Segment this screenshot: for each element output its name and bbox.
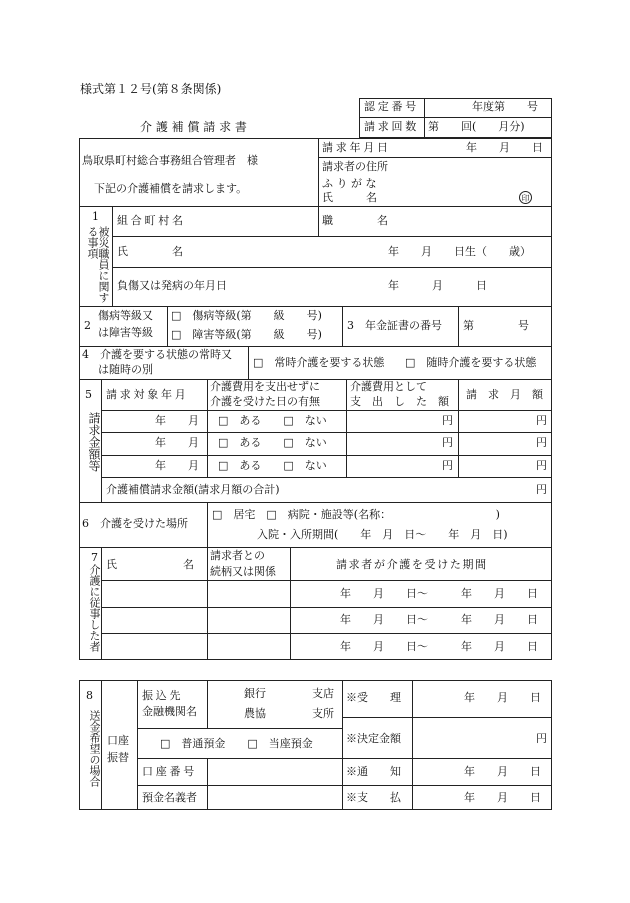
nopay-header-1: 介護費用を支出せずに	[210, 380, 320, 393]
row-monthly: 円	[536, 459, 547, 472]
request-date-value: 年 月 日	[466, 141, 543, 154]
row-monthly: 円	[536, 436, 547, 449]
care-period-row-3: 年 月 日〜 年 月 日	[340, 640, 538, 653]
sec8-number: 8	[86, 689, 93, 702]
monthly-header: 請 求 月 額	[466, 388, 543, 401]
kaisu-label: 請求回数	[364, 120, 419, 133]
account-no-label: 口座番号	[142, 765, 197, 778]
care-period-row-2: 年 月 日〜 年 月 日	[340, 613, 538, 626]
page-title: 介 護 補 償 請 求 書	[140, 120, 247, 134]
cost-header-2: 支 出 し た 額	[350, 395, 449, 408]
injury-grade-option[interactable]: □ 傷病等級(第 級 号)	[171, 309, 322, 322]
admission-period: 入院・入所期間( 年 月 日〜 年 月 日)	[257, 528, 508, 541]
office-received-label: ※受 理	[346, 691, 401, 704]
request-date-label: 請求年月日	[322, 141, 391, 154]
bank-label-1: 振込先	[142, 689, 184, 702]
constant-care-option[interactable]: □ 常時介護を要する状態	[253, 356, 385, 369]
row-monthly: 円	[536, 414, 547, 427]
birth-date-value: 年 月 日生（ 歳）	[388, 245, 531, 258]
sec2-label-2: は障害等級	[98, 326, 153, 339]
request-statement: 下記の介護補償を請求します。	[94, 182, 248, 195]
applicant-address-label: 請求者の住所	[322, 160, 388, 173]
care-place-options[interactable]: □ 居宅 □ 病院・施設等(名称： )	[212, 508, 500, 521]
relation-header-1: 請求者との	[210, 549, 265, 562]
sec1-number: 1	[92, 210, 99, 223]
sec1-side-label: 被災職員に関する事項	[86, 226, 110, 303]
bank-type-2: 農協	[244, 707, 266, 720]
row-nopay-options[interactable]: □ ある □ ない	[218, 436, 327, 449]
deposit-type-options[interactable]: □ 普通預金 □ 当座預金	[160, 737, 313, 750]
total-label: 介護補償請求金額(請求月額の合計)	[106, 483, 280, 496]
kaisu-value: 第 回( 月分)	[428, 120, 525, 133]
bank-label-2: 金融機関名	[142, 705, 197, 718]
bank-type-1: 銀行	[244, 687, 266, 700]
care-period-header: 請求者が介護を受けた期間	[336, 558, 488, 571]
row-cost: 円	[442, 459, 453, 472]
relation-header-2: 続柄又は関係	[210, 565, 276, 578]
row-nopay-options[interactable]: □ ある □ ない	[218, 459, 327, 472]
row-period: 年 月	[155, 436, 199, 449]
row-cost: 円	[442, 414, 453, 427]
sec2-number: 2	[84, 319, 91, 332]
sec4-label-2: は随時の別	[98, 363, 153, 376]
office-notice-label: ※通 知	[346, 765, 401, 778]
sec5-side-label: 請求金額等	[87, 412, 101, 472]
sec8-side-label: 送金希望の場合	[88, 710, 101, 787]
applicant-name-label: 氏 名	[322, 191, 377, 204]
branch-type-1: 支店	[312, 687, 334, 700]
sec5-number: 5	[85, 388, 92, 401]
care-place-label: 6 介護を受けた場所	[82, 517, 188, 530]
account-holder-label: 預金名義者	[142, 791, 197, 804]
nintei-label: 認定番号	[364, 100, 419, 113]
furigana-label: ふ り が な	[322, 177, 377, 190]
cost-header-1: 介護費用として	[350, 380, 427, 393]
victim-name-label: 氏 名	[117, 245, 183, 258]
injury-date-value: 年 月 日	[388, 279, 487, 292]
sec4-label-1: 4 介護を要する状態の常時又	[82, 348, 232, 361]
sec7-side-label: 7介護に従事した者	[88, 551, 101, 652]
row-period: 年 月	[155, 414, 199, 427]
caregiver-name-header: 氏 名	[106, 558, 194, 571]
total-value: 円	[536, 483, 547, 496]
office-payment-value: 年 月 日	[464, 791, 541, 804]
disability-grade-option[interactable]: □ 障害等級(第 級 号)	[171, 328, 322, 341]
nopay-header-2: 介護を受けた日の有無	[210, 395, 320, 408]
municipality-label: 組合町村名	[117, 214, 186, 227]
pension-no-label: 3 年金証書の番号	[347, 319, 442, 332]
care-period-row-1: 年 月 日〜 年 月 日	[340, 587, 538, 600]
office-payment-label: ※支 払	[346, 791, 401, 804]
row-cost: 円	[442, 436, 453, 449]
office-amount-value: 円	[536, 732, 547, 745]
branch-type-2: 支所	[312, 707, 334, 720]
occasional-care-option[interactable]: □ 随時介護を要する状態	[405, 356, 537, 369]
seal-mark: 印	[519, 191, 532, 204]
row-period: 年 月	[155, 459, 199, 472]
transfer-label-2: 振替	[107, 751, 129, 764]
injury-date-label: 負傷又は発病の年月日	[117, 279, 227, 292]
transfer-label-1: 口座	[107, 734, 129, 747]
form-number: 様式第１２号(第８条関係)	[80, 82, 222, 96]
period-header: 請求対象年月	[106, 388, 189, 401]
nintei-value: 年度第 号	[472, 100, 538, 113]
office-received-value: 年 月 日	[464, 691, 541, 704]
sec2-label-1: 傷病等級又	[98, 309, 153, 322]
position-label: 職 名	[322, 214, 388, 227]
office-notice-value: 年 月 日	[464, 765, 541, 778]
office-amount-label: ※決定金額	[346, 732, 401, 745]
pension-no-value: 第 号	[463, 319, 529, 332]
addressee: 鳥取県町村総合事務組合管理者 様	[82, 154, 258, 167]
row-nopay-options[interactable]: □ ある □ ない	[218, 414, 327, 427]
